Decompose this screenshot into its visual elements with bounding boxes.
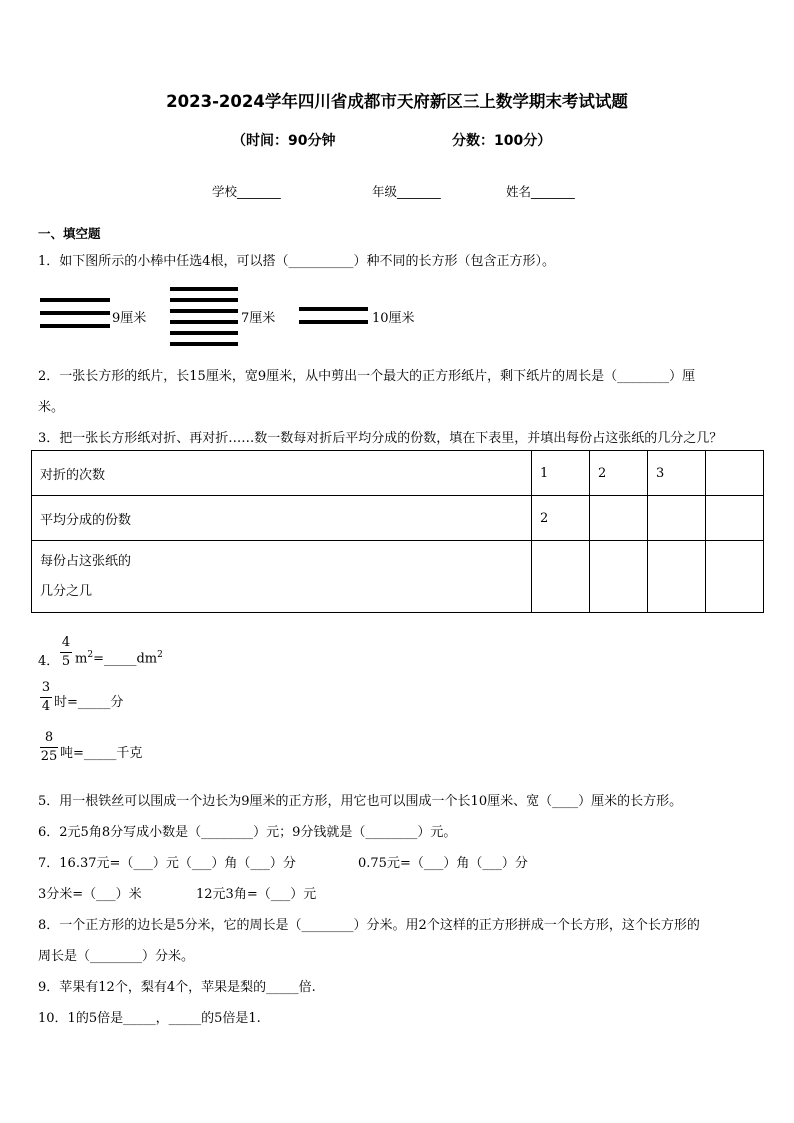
table-cell (706, 451, 764, 496)
question-8-line-1: 8．一个正方形的边长是5分米，它的周长是（________）分米。用2个这样的正方形拼成一个长方形，这个长方形的 (38, 918, 700, 933)
time-label: （时间：90分钟 (232, 133, 336, 149)
denominator: 5 (61, 654, 71, 669)
question-5: 5．用一根铁丝可以围成一个边长为9厘米的正方形，用它也可以围成一个长10厘米、宽（____）厘米的长方形。 (38, 794, 683, 809)
row-label-line: 几分之几 (40, 583, 93, 599)
name-field: 姓名_______ (506, 184, 575, 199)
fraction-4-5 (60, 636, 72, 669)
question-9: 9．苹果有12个，梨有4个，苹果是梨的_____倍. (38, 980, 316, 995)
table-cell (590, 541, 648, 613)
table-cell: 2 (532, 496, 590, 541)
table-cell: 3 (648, 451, 706, 496)
grade-field: 年级_______ (372, 184, 441, 199)
q4-item-3-rest: 吨=_____千克 (60, 746, 143, 761)
stick-label-9cm: 9厘米 (112, 311, 147, 326)
table-cell: 1 (532, 451, 590, 496)
denominator: 4 (41, 699, 51, 714)
school-field: 学校_______ (212, 184, 281, 199)
question-4-number: 4． (38, 654, 60, 669)
numerator: 4 (61, 635, 71, 650)
fraction-3-4 (40, 681, 52, 714)
denominator: 25 (40, 749, 58, 764)
superscript: 2 (87, 650, 94, 660)
table-cell (648, 496, 706, 541)
question-6: 6．2元5角8分写成小数是（________）元；9分钱就是（________）元。 (38, 825, 457, 840)
table-cell (532, 541, 590, 613)
question-1: 1．如下图所示的小棒中任选4根，可以搭（__________）种不同的长方形（包含正方形）。 (38, 254, 556, 269)
row-label: 平均分成的份数 (32, 496, 532, 541)
unit: m (75, 651, 88, 667)
question-2-line-2: 米。 (38, 400, 65, 415)
numerator: 8 (44, 730, 54, 745)
question-7-part-2: 0.75元=（___）角（___）分 (358, 856, 528, 871)
question-7-part-1: 7．16.37元=（___）元（___）角（___）分 (38, 856, 296, 871)
row-label: 对折的次数 (32, 451, 532, 496)
table-cell (706, 541, 764, 613)
question-8-line-2: 周长是（________）分米。 (38, 949, 195, 964)
score-label: 分数：100分） (452, 133, 552, 149)
question-10: 10．1的5倍是_____，_____的5倍是1. (38, 1011, 261, 1026)
row-label (32, 541, 532, 613)
numerator: 3 (41, 680, 51, 695)
table-cell (590, 496, 648, 541)
question-3: 3．把一张长方形纸对折、再对折……数一数每对折后平均分成的份数，填在下表里，并填出每份占这张纸的几分之几？ (38, 431, 723, 446)
fraction-8-25 (40, 731, 58, 764)
fold-table (31, 450, 764, 613)
row-label-line: 每份占这张纸的 (40, 553, 132, 569)
stick-label-7cm: 7厘米 (241, 311, 276, 326)
section-heading: 一、填空题 (38, 226, 101, 241)
question-2-line-1: 2．一张长方形的纸片，长15厘米，宽9厘米，从中剪出一个最大的正方形纸片，剩下纸片的周长是（________）厘 (38, 369, 696, 384)
table-row (32, 451, 764, 496)
question-7-part-4: 12元3角=（___）元 (196, 887, 317, 902)
table-cell (648, 541, 706, 613)
table-row (32, 496, 764, 541)
q4-item-1-rest (75, 650, 163, 666)
table-cell: 2 (590, 451, 648, 496)
answer-blank: =_____dm (93, 651, 158, 667)
page-title: 2023-2024学年四川省成都市天府新区三上数学期末考试试题 (166, 92, 628, 111)
table-cell (706, 496, 764, 541)
superscript: 2 (157, 650, 163, 660)
stick-label-10cm: 10厘米 (372, 311, 415, 326)
table-row (32, 541, 764, 613)
q4-item-2-rest: 时=_____分 (54, 695, 124, 710)
question-7-part-3: 3分米=（___）米 (38, 887, 142, 902)
